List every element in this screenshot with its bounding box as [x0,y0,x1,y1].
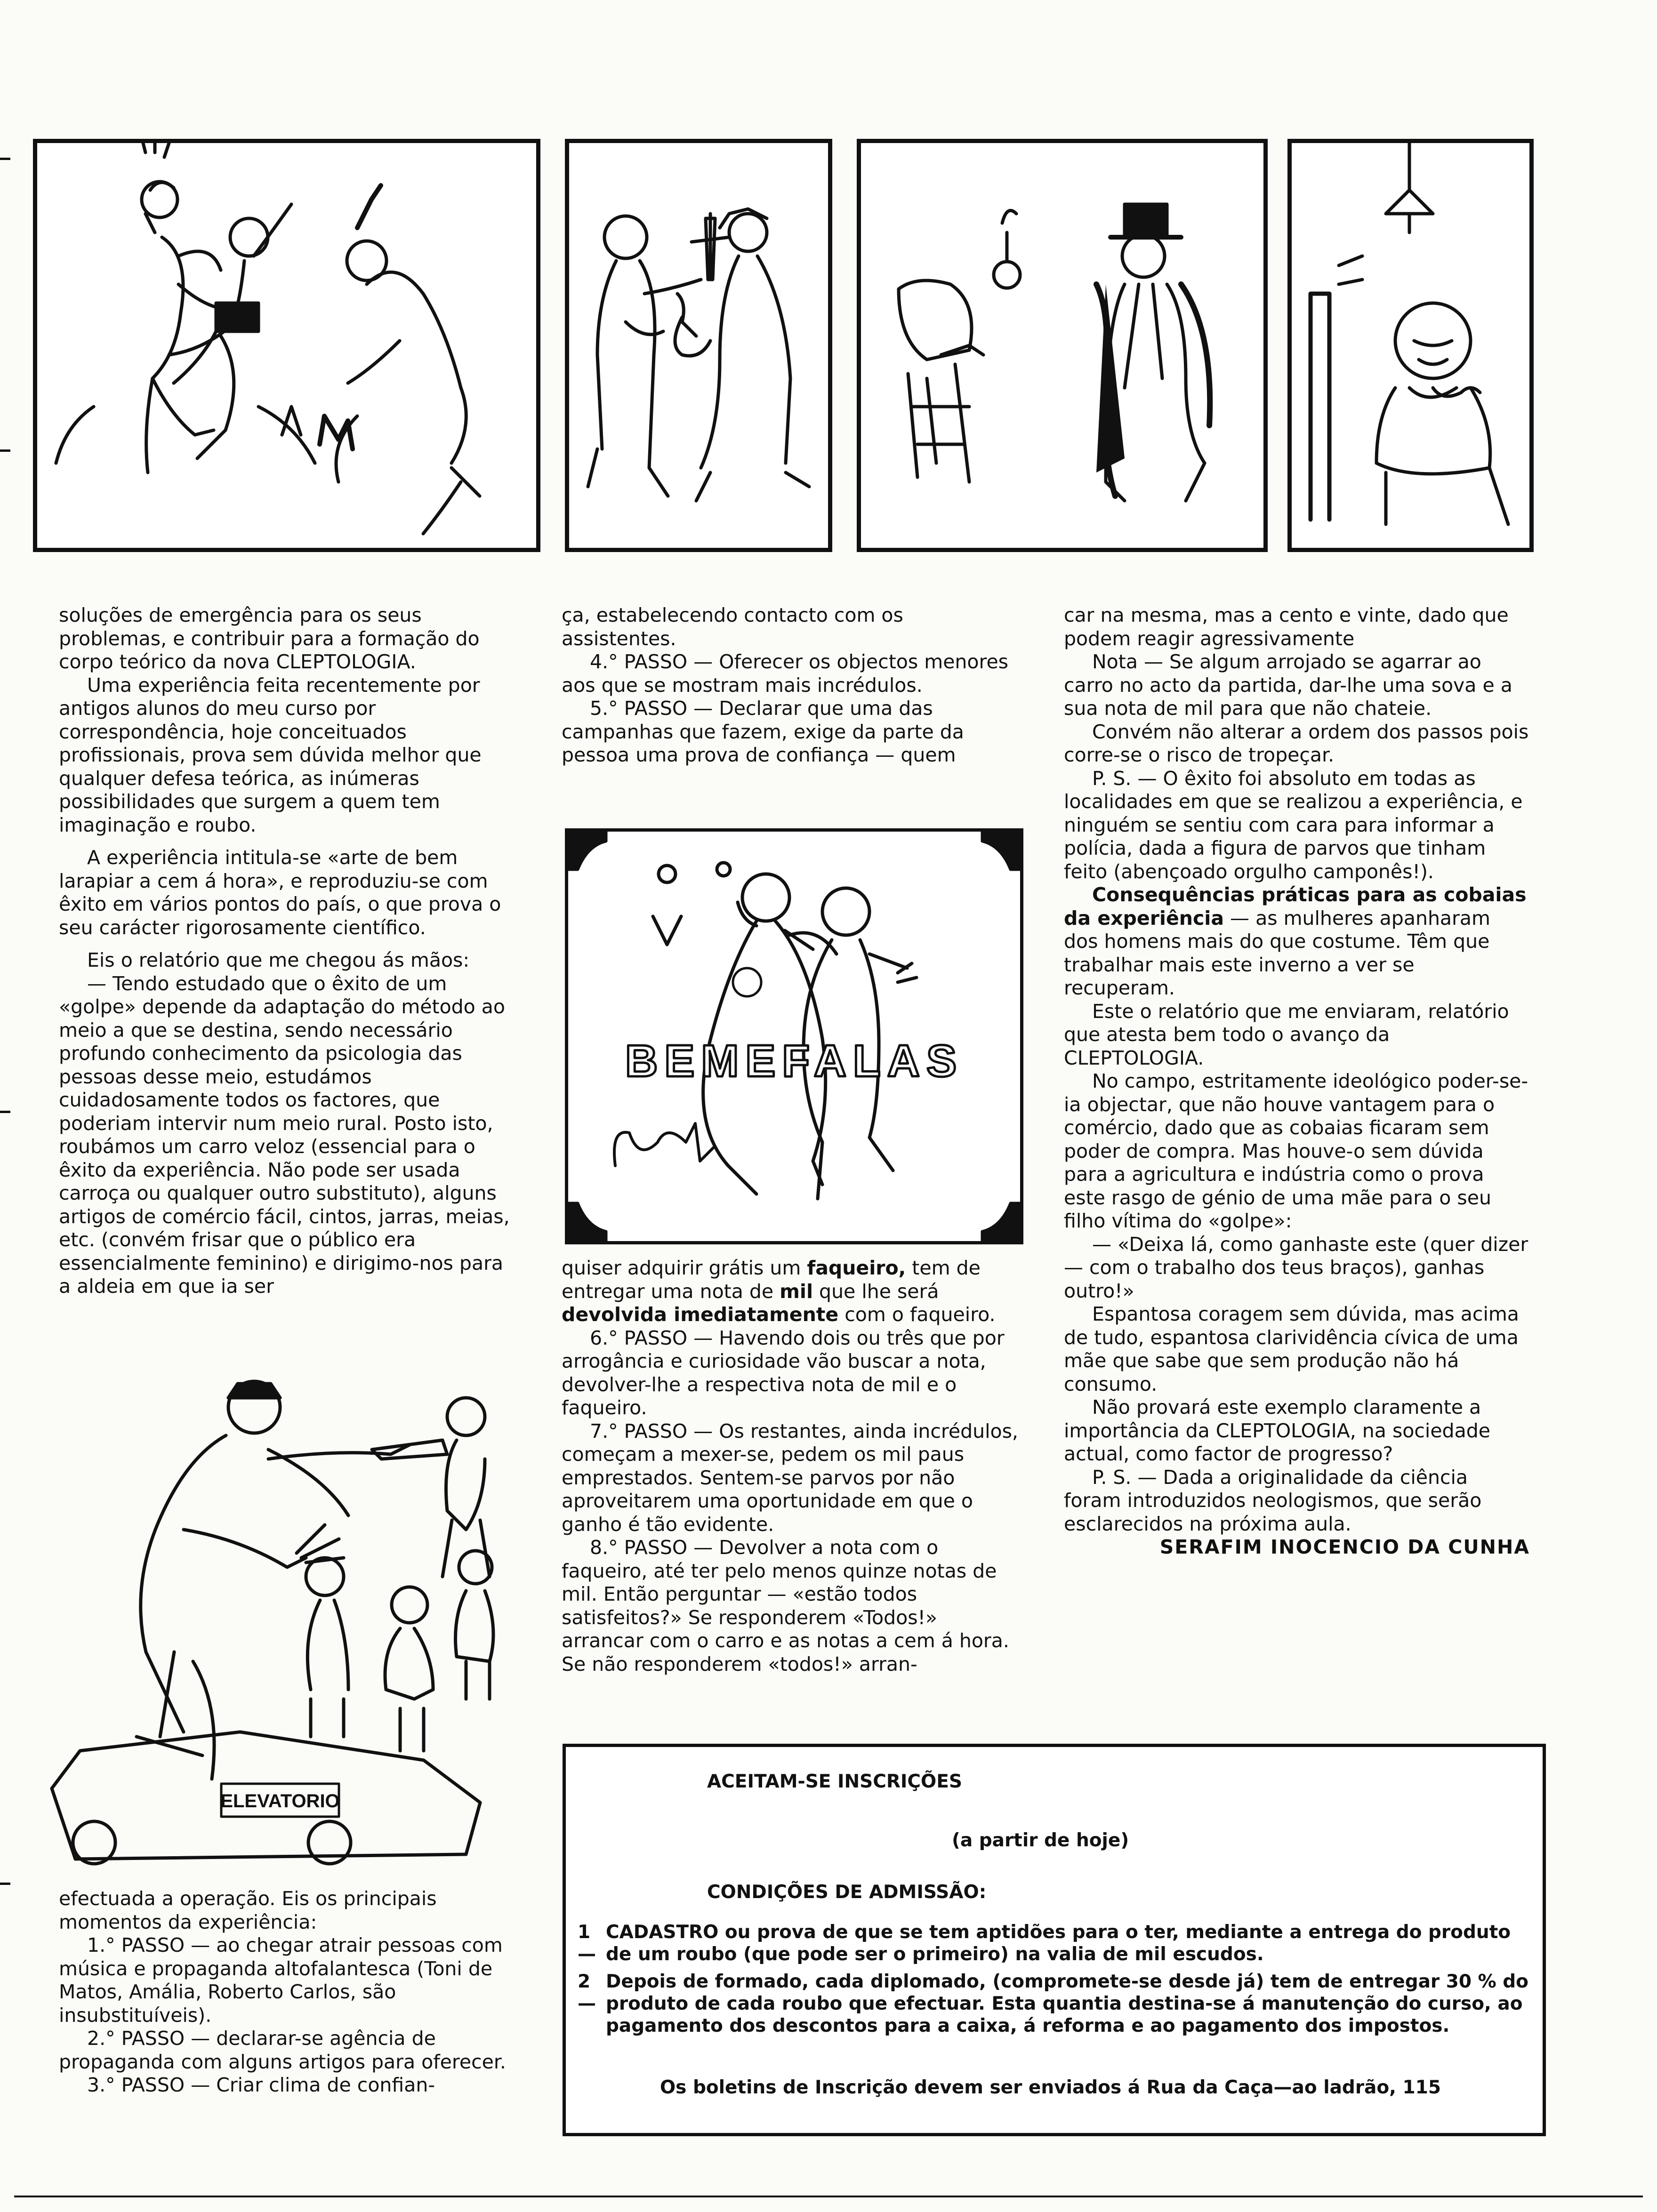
paragraph: Convém não alterar a ordem dos passos pois corre-se o risco de tropeçar. [1064,720,1529,766]
margin-mark [0,1111,10,1113]
paragraph: Este o relatório que me enviaram, relatório que atesta bem todo o avanço da CLEPTOLOGIA. [1064,1000,1509,1069]
paragraph: Uma experiência feita recentemente por antigos alunos do meu curso por correspondência, hoje conceituados profissionais, prova sem dúvida melhor que qualquer defesa teórica, as inúmeras possibilidades que surgem a quem tem imaginação e roubo. [59,673,482,836]
paragraph: 1.° PASSO — ao chegar atrair pessoas com música e propaganda altofalantesca (Toni de Matos, Amália, Roberto Carlos, são insubstituíveis). [59,1934,503,2027]
inscricoes-box [563,1744,1546,2136]
paragraph: 6.° PASSO — Havendo dois ou três que por arrogância e curiosidade vão buscar a nota, devolver-lhe a respectiva nota de mil e o faqueiro. [562,1326,1005,1419]
inscricoes-subtitle: (a partir de hoje) [952,1830,1129,1851]
paragraph: No campo, estritamente ideológico poder-se-ia objectar, que não houve vantagem para o comércio, dado que as cobaias ficaram sem poder de compra. Mas houve-o sem dúvida para a agricultura e indústria como o prova este rasgo de génio de uma mãe para o seu filho vítima do «golpe»: [1064,1070,1528,1232]
paragraph: 4.° PASSO — Oferecer os objectos menores aos que se mostram mais incrédulos. [562,650,1009,697]
condition-item-1 [578,1921,1528,1965]
conditions-title: CONDIÇÕES DE ADMISSÃO: [707,1882,987,1903]
paragraph: 7.° PASSO — Os restantes, ainda incrédulos, começam a mexer-se, pedem os mil paus emprestados. Sentem-se parvos por não aproveitarem uma oportunidade em que o ganho é tão evidente. [562,1419,1018,1536]
item-text: CADASTRO ou prova de que se tem aptidões para o ter, mediante a entrega do produto de um roubo (que pode ser o primeiro) na valia de mil escudos. [606,1922,1511,1965]
article-column-1-bottom [59,1887,513,2097]
margin-mark [0,158,10,160]
comic-panel-2 [565,139,832,552]
text-span: que lhe será [813,1280,939,1303]
paragraph: A experiência intitula-se «arte de bem larapiar a cem á hora», e reproduziu-se com êxito em vários pontos do país, o que prova o seu carácter rigorosamente científico. [59,846,501,939]
comic-panel-1 [33,139,540,552]
author-signature: SERAFIM INOCENCIO DA CUNHA [1159,1536,1530,1558]
text-span: — as mulheres apanharam dos homens mais do que costume. Têm que trabalhar mais este inverno a ver se recuperam. [1064,906,1490,999]
paragraph: P. S. — Dada a originalidade da ciência foram introduzidos neologismos, que serão esclarecidos na próxima aula. [1064,1466,1482,1535]
car-sign-text: ELEVATORIO [220,1791,340,1811]
paragraph: Nota — Se algum arrojado se agarrar ao carro no acto da partida, dar-lhe uma sova e a sua nota de mil para que não chateie. [1064,650,1512,720]
paragraph: 5.° PASSO — Declarar que uma das campanhas que fazem, exige da parte da pessoa uma prova de confiança — quem [562,697,964,766]
paragraph: 2.° PASSO — declarar-se agência de propaganda com alguns artigos para oferecer. [59,2027,506,2073]
paragraph: Espantosa coragem sem dúvida, mas acima de tudo, espantosa clarividência cívica de uma mãe que sabe que sem produção não há consumo. [1064,1303,1519,1395]
text-span: devolvida imediatamente [562,1303,839,1326]
comic-panel-3 [857,139,1268,552]
paragraph: 8.° PASSO — Devolver a nota com o faqueiro, até ter pelo menos quinze notas de mil. Então perguntar — «estão todos satisfeitos?» Se responderem «Todos!» arrancar com o carro e as notas a cem á hora. Se não responderem «todos!» arran- [562,1536,1009,1675]
inscricoes-footer: Os boletins de Inscrição devem ser enviados á Rua da Caça—ao ladrão, 115 [660,2077,1441,2098]
paragraph [562,1257,1021,1327]
text-span: faqueiro, [807,1257,906,1279]
text-span: quiser adquirir grátis um [562,1257,807,1279]
paragraph: ça, estabelecendo contacto com os assistentes. [562,604,903,650]
car-illustration [42,1379,518,1868]
margin-mark [0,1883,10,1885]
paragraph: 3.° PASSO — Criar clima de confian- [87,2074,435,2096]
paragraph: efectuada a operação. Eis os principais momentos da experiência: [59,1887,437,1933]
bemefalas-sign-text: BEMEFALAS [625,1036,964,1086]
paragraph: P. S. — O êxito foi absoluto em todas as localidades em que se realizou a experiência, e ninguém se sentiu com cara para informar a polícia, dada a figura de parvos que tinham feito (abençoado orgulho camponês!). [1064,767,1523,883]
paragraph: Eis o relatório que me chegou ás mãos: [87,949,470,971]
bottom-rule [14,2196,1643,2197]
bemefalas-cartoon [565,828,1023,1244]
item-text: Depois de formado, cada diplomado, (compromete-se desde já) tem de entregar 30 % do produto de cada roubo que efectuar. Esta quantia destina-se á manutenção do curso, ao pagamento dos descontos para a caixa, á reforma e ao pagamento dos impostos. [606,1971,1528,2036]
article-column-2-bottom [562,1257,1021,1676]
paragraph: Não provará este exemplo claramente a importância da CLEPTOLOGIA, na sociedade actual, como factor de progresso? [1064,1396,1490,1465]
paragraph: car na mesma, mas a cento e vinte, dado que podem reagir agressivamente [1064,604,1509,650]
paragraph: — Tendo estudado que o êxito de um «golpe» depende da adaptação do método ao meio a que se destina, sendo necessário profundo conhecimento da psicologia das pessoas desse meio, estudámos cuidadosamente todos os factores, que poderiam intervir num meio rural. Posto isto, roubámos um carro veloz (essencial para o êxito da experiência. Não pode ser usada carroça ou qualquer outro substituto), alguns artigos de comércio fácil, cintos, jarras, meias, etc. (convém frisar que o público era essencialmente feminino) e dirigimo-nos para a aldeia em que ia ser [59,972,510,1298]
item-number: 2 — [578,1971,596,2014]
text-span: Consequências práticas para as cobaias da experiência [1064,883,1527,930]
paragraph: soluções de emergência para os seus problemas, e contribuir para a formação do corpo teórico da nova CLEPTOLOGIA. [59,604,480,673]
text-span: com o faqueiro. [838,1303,996,1326]
condition-item-2 [578,1971,1528,2037]
margin-mark [0,449,10,452]
text-span: mil [780,1280,813,1303]
inscricoes-title: ACEITAM-SE INSCRIÇÕES [707,1771,962,1792]
item-number: 1 — [578,1922,596,1965]
text-span: tem de entregar uma nota de [562,1257,981,1303]
comic-panel-4 [1287,139,1534,552]
article-column-3 [1064,604,1530,1559]
paragraph [1064,883,1530,1000]
article-column-1 [59,604,513,1298]
paragraph: — «Deixa lá, como ganhaste este (quer dizer — com o trabalho dos teus braços), ganhas outro!» [1064,1233,1528,1302]
article-column-2 [562,604,1021,767]
